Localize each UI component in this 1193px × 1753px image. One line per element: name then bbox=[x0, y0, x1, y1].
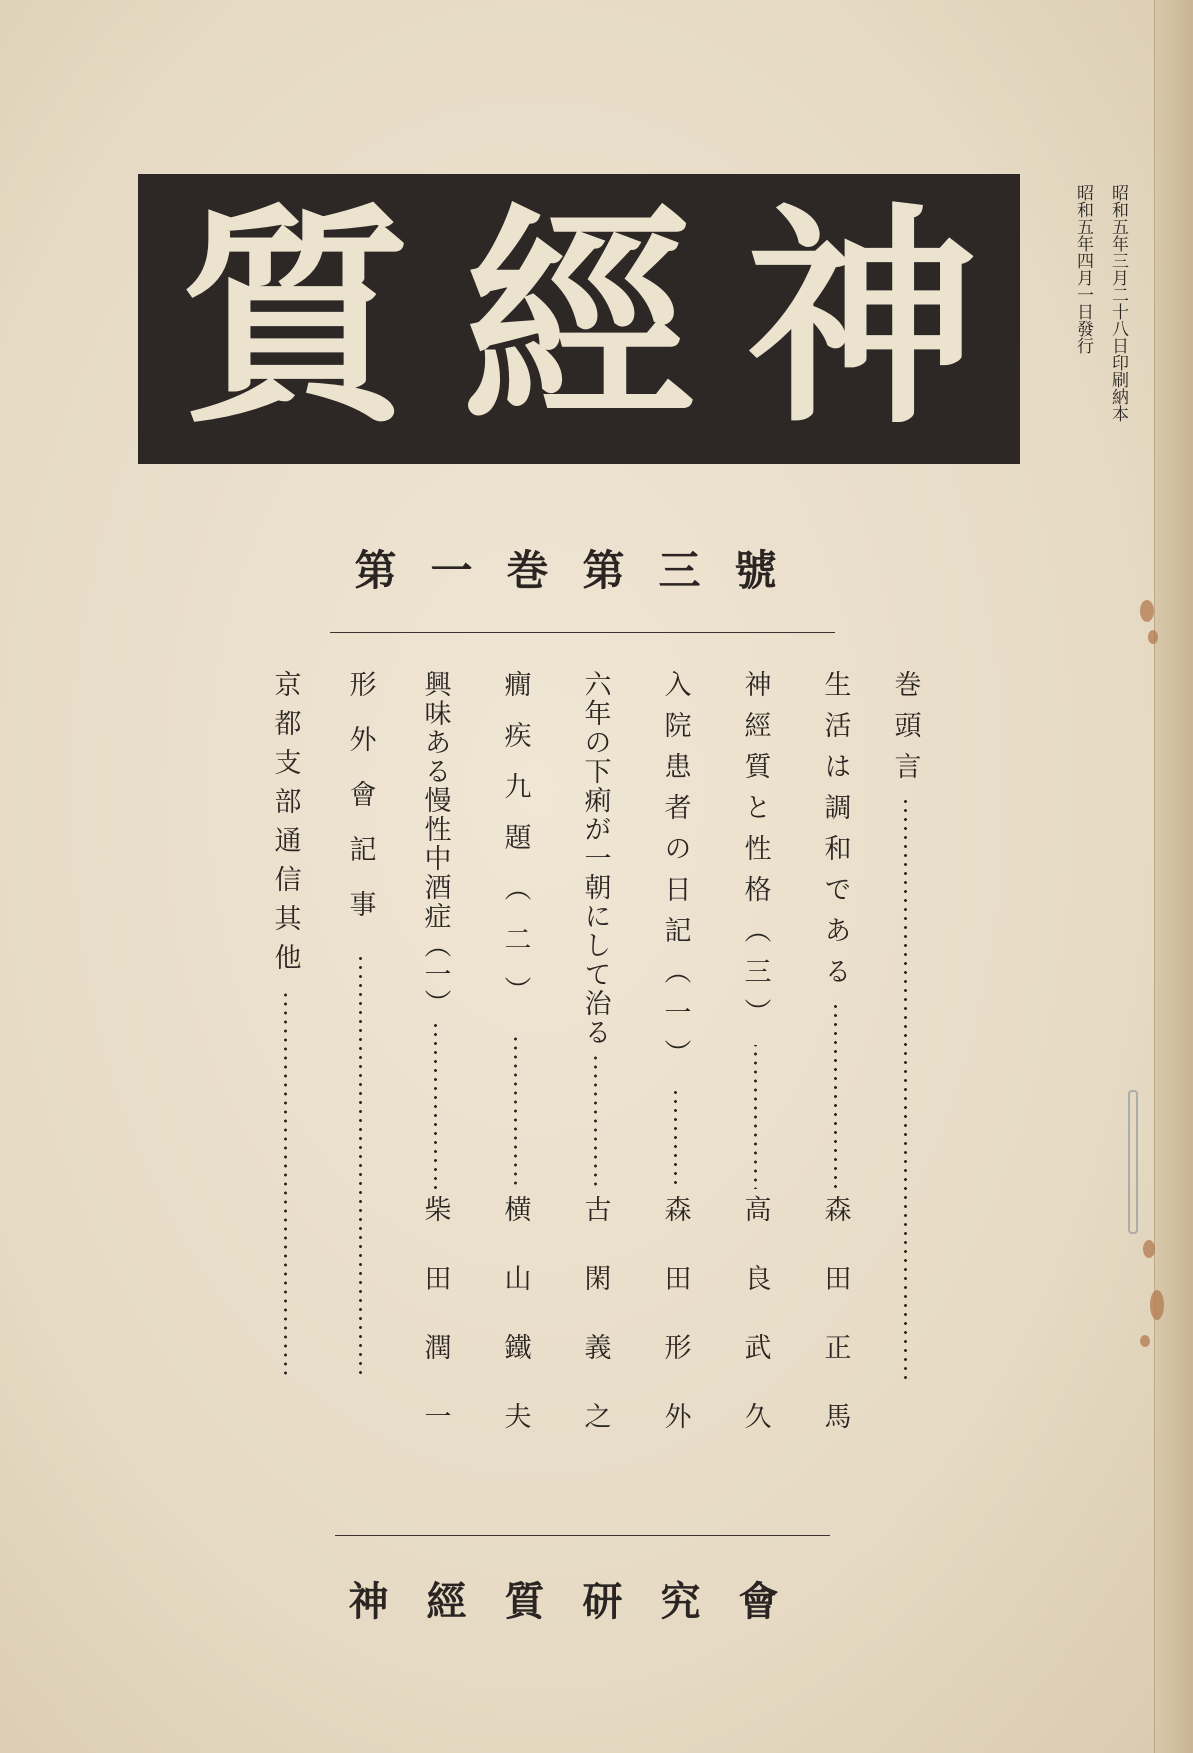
toc-title: 癇疾九題（二） bbox=[499, 670, 531, 1027]
toc-entry bbox=[885, 670, 925, 1480]
foxing-stain bbox=[1140, 600, 1154, 622]
masthead-char: 神 bbox=[745, 182, 978, 455]
leader-dots bbox=[359, 951, 362, 1380]
leader-dots bbox=[674, 1086, 677, 1189]
foxing-stain bbox=[1143, 1240, 1155, 1258]
toc-title: 生活は調和である bbox=[819, 670, 851, 998]
publisher-name: 神經質研究會 bbox=[348, 1579, 817, 1625]
foxing-stain bbox=[1148, 630, 1158, 644]
toc-author: 森田正馬 bbox=[819, 1195, 851, 1471]
toc-author: 古閑義之 bbox=[579, 1195, 611, 1471]
volume-number: 第一巻第三號 bbox=[354, 546, 811, 595]
toc-entry bbox=[265, 670, 305, 1480]
masthead bbox=[138, 174, 1020, 464]
toc-entry bbox=[340, 670, 380, 1480]
toc-title: 京都支部通信其他 bbox=[269, 670, 301, 982]
foxing-stain bbox=[1140, 1335, 1150, 1347]
leader-dots bbox=[284, 988, 287, 1380]
foxing-stain bbox=[1150, 1290, 1164, 1320]
masthead-char: 經 bbox=[462, 182, 695, 455]
leader-dots bbox=[834, 1004, 837, 1189]
bottom-rule bbox=[335, 1535, 830, 1536]
top-rule bbox=[330, 632, 835, 633]
toc-author: 横山鐵夫 bbox=[499, 1195, 531, 1471]
page-edge bbox=[1154, 0, 1193, 1753]
leader-dots bbox=[754, 1045, 757, 1189]
toc-title: 神經質と性格（三） bbox=[739, 670, 771, 1039]
toc-title: 六年の下痢が一朝にして治る bbox=[579, 670, 611, 1047]
leader-dots bbox=[434, 1024, 437, 1189]
toc-entry bbox=[575, 670, 615, 1480]
masthead-char: 質 bbox=[180, 182, 413, 455]
issue-date: 昭和五年四月一日發行 bbox=[1073, 184, 1093, 354]
binding-clip bbox=[1128, 1090, 1138, 1234]
leader-dots bbox=[594, 1053, 597, 1189]
toc-entry bbox=[735, 670, 775, 1480]
leader-dots bbox=[904, 799, 907, 1380]
toc-author: 森田形外 bbox=[659, 1195, 691, 1471]
toc-title: 形外會記事 bbox=[344, 670, 376, 945]
print-date: 昭和五年三月二十八日印刷納本 bbox=[1108, 184, 1128, 422]
toc-title: 入院患者の日記（一） bbox=[659, 670, 691, 1080]
toc-entry bbox=[415, 670, 455, 1480]
toc-title: 興味ある慢性中酒症（一） bbox=[419, 670, 451, 1018]
leader-dots bbox=[514, 1033, 517, 1189]
toc-entry bbox=[495, 670, 535, 1480]
toc-entry bbox=[815, 670, 855, 1480]
toc-title: 巻頭言 bbox=[889, 670, 921, 793]
toc-author: 高良武久 bbox=[739, 1195, 771, 1471]
toc-author: 柴田潤一 bbox=[419, 1195, 451, 1471]
table-of-contents bbox=[255, 670, 921, 1480]
toc-entry bbox=[655, 670, 695, 1480]
